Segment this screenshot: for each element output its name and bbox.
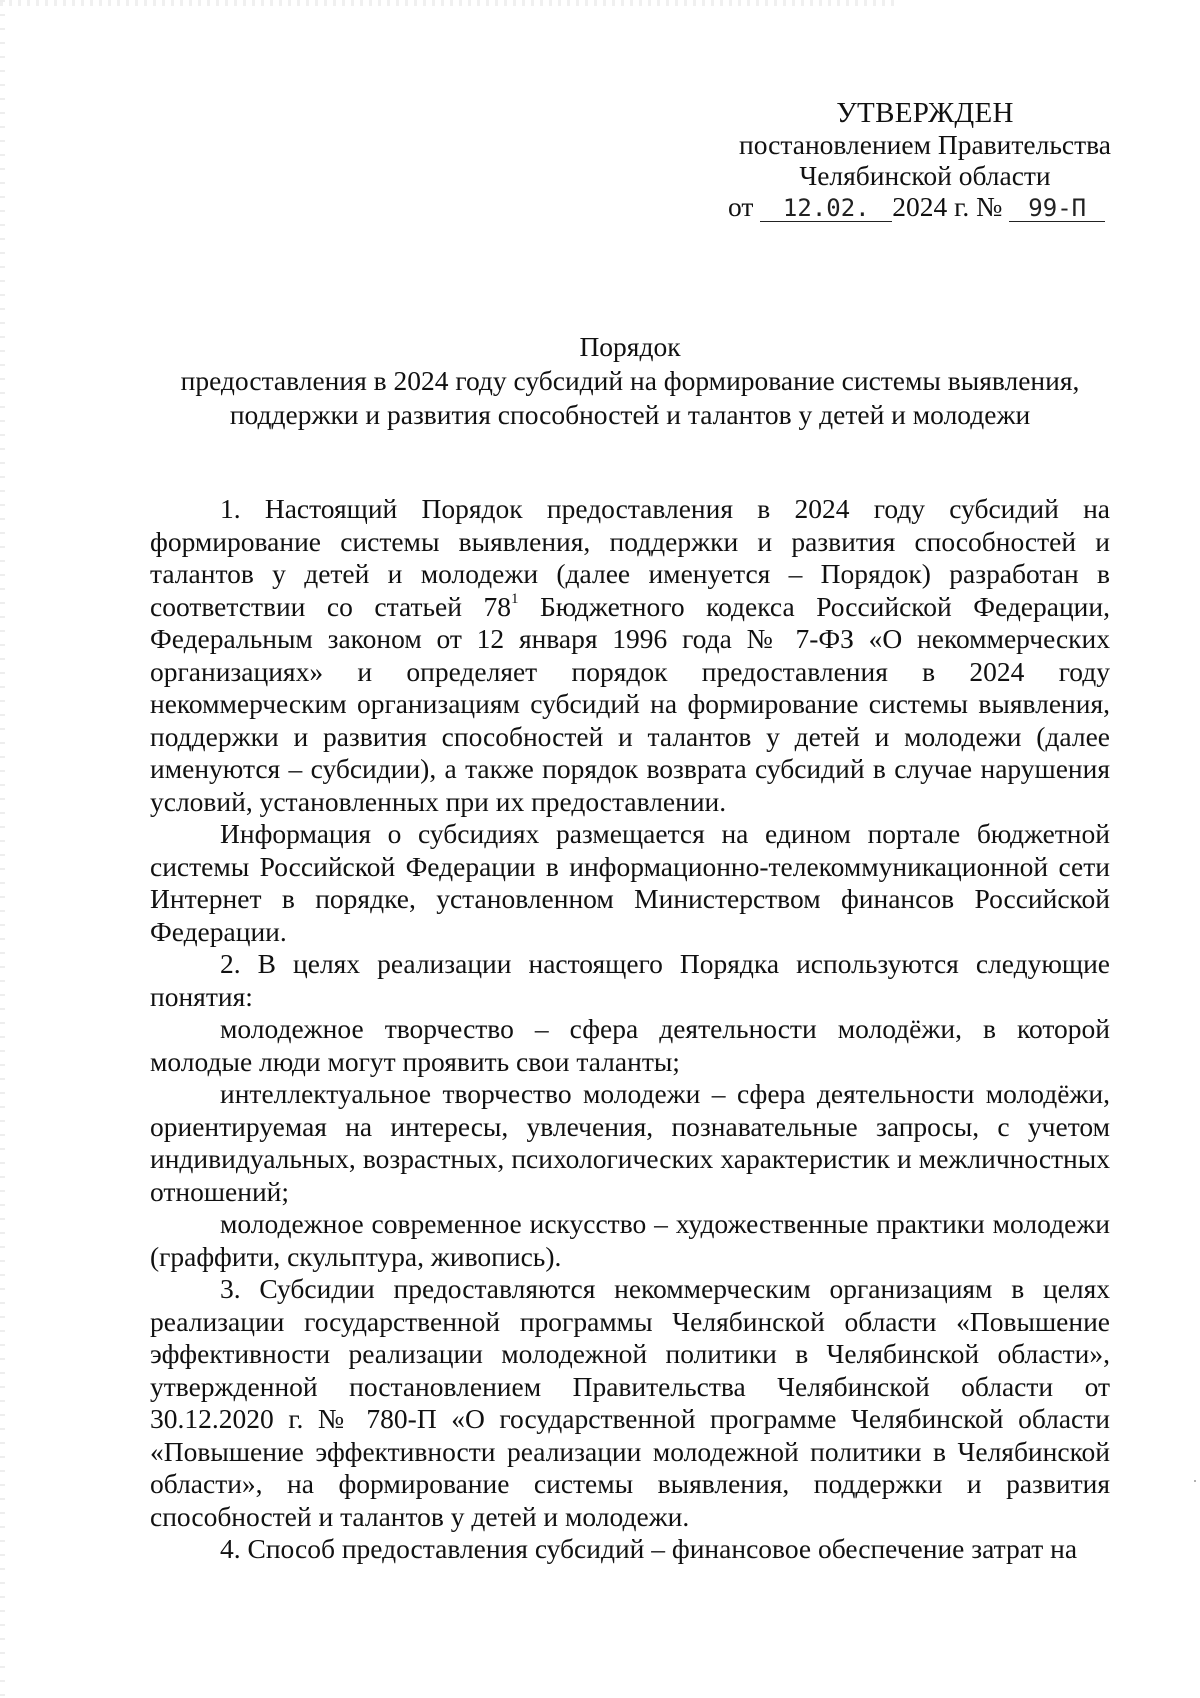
paragraph-6: молодежное современное искусство – художественные практики молодежи (граффити, скульптура, живопись). bbox=[150, 1208, 1110, 1272]
handwritten-date: 12.02. bbox=[760, 195, 892, 222]
year-text: 2024 г. № bbox=[892, 191, 1003, 222]
paragraph-5: интеллектуальное творчество молодежи – сфера деятельности молодёжи, ориентируемая на интересы, увлечения, познавательные запросы, с учетом индивидуальных, возрастных, психологических характеристик и межличностных отношений; bbox=[150, 1078, 1110, 1207]
scan-edge-top bbox=[0, 0, 900, 6]
paragraph-7: 3. Субсидии предоставляются некоммерческим организациям в целях реализации государственной программы Челябинской области «Повышение эффективности реализации молодежной политики в Челябинской области», утвержденной постановлением Правительства Челябинской области от 30.12.2020 г. № 780-П «О государственной программе Челябинской области «Повышение эффективности реализации молодежной политики в Челябинской области», на формирование системы выявления, поддержки и развития способностей и талантов у детей и молодежи. bbox=[150, 1273, 1110, 1532]
approval-line-1: постановлением Правительства bbox=[739, 129, 1111, 160]
paragraph-1 bbox=[150, 493, 1110, 818]
approval-heading: УТВЕРЖДЕН bbox=[836, 97, 1014, 129]
approval-block bbox=[700, 98, 1150, 222]
paragraph-2: Информация о субсидиях размещается на едином портале бюджетной системы Российской Федерации в информационно-телекоммуникационной сети Интернет в порядке, установленном Министерством финансов Российской Федерации. bbox=[150, 818, 1110, 947]
document-body bbox=[150, 493, 1110, 1566]
document-title bbox=[150, 330, 1110, 432]
paragraph-4: молодежное творчество – сфера деятельности молодёжи, в которой молодые люди могут проявить свои таланты; bbox=[150, 1013, 1110, 1077]
date-prefix: от bbox=[728, 191, 754, 222]
title-line-1: Порядок bbox=[579, 331, 681, 362]
approval-date-line bbox=[700, 191, 1150, 222]
article-superscript: 1 bbox=[510, 591, 519, 608]
handwritten-number: 99-П bbox=[1009, 195, 1105, 222]
title-line-3: поддержки и развития способностей и талантов у детей и молодежи bbox=[229, 399, 1031, 430]
approval-line-2: Челябинской области bbox=[799, 160, 1051, 191]
paragraph-8: 4. Способ предоставления субсидий – финансовое обеспечение затрат на bbox=[220, 1533, 1078, 1564]
paragraph-1-part-a: 1. Настоящий Порядок предоставления в 2024 году субсидий на формирование системы выявления, поддержки и развития способностей и талантов у детей и молодежи (далее именуется – Порядок) разработан в соответствии со статьей 78 bbox=[150, 493, 1110, 622]
paragraph-1-part-b: Бюджетного кодекса Российской Федерации, Федеральным законом от 12 января 1996 года № 7-ФЗ «О некоммерческих организациях» и определяет порядок предоставления в 2024 году некоммерческим организациям субсидий на формирование системы выявления, поддержки и развития способностей и талантов у детей и молодежи (далее именуются – субсидии), а также порядок возврата субсидий в случае нарушения условий, установленных при их предоставлении. bbox=[150, 590, 1110, 817]
paragraph-3: 2. В целях реализации настоящего Порядка используются следующие понятия: bbox=[150, 948, 1110, 1012]
scan-speck bbox=[1194, 1480, 1196, 1482]
scan-edge-left bbox=[0, 0, 5, 1698]
title-line-2: предоставления в 2024 году субсидий на формирование системы выявления, bbox=[180, 365, 1080, 396]
